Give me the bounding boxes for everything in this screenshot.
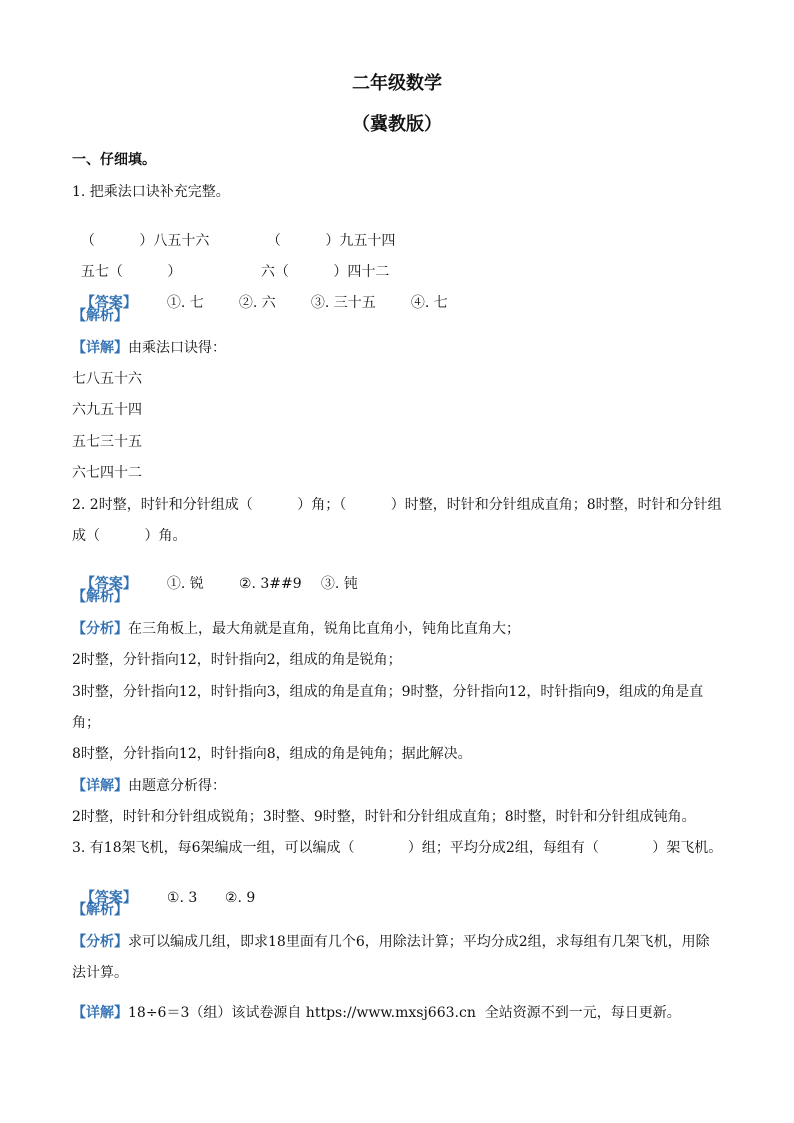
blank-item: 六（ ）四十二: [260, 264, 390, 280]
multiplication-line: 七八五十六: [72, 371, 142, 387]
detail-line: 2时整，时针和分针组成锐角；3时整、9时整，时针和分针组成直角；8时整，时针和分针组成钝角。: [72, 809, 696, 825]
analysis-tag: 【解析】: [72, 308, 128, 324]
answer-item: ②. 3##9: [238, 576, 302, 592]
analysis-tag: 【解析】: [72, 589, 128, 605]
answer-tag: 【答案】: [80, 295, 137, 311]
answer-item: ①. 3: [166, 890, 198, 906]
detail-row: [72, 339, 226, 357]
blank-item: 五七（ ）: [80, 264, 182, 280]
multiplication-line: 六九五十四: [72, 402, 142, 418]
detail-row: [72, 777, 226, 795]
question-2-stem-line-1: 2. 2时整，时针和分针组成（ ）角；（ ）时整，时针和分针组成直角；8时整，时针和分针组: [72, 497, 722, 513]
detail-row: [72, 1004, 681, 1022]
analysis-line: 3时整，分针指向12，时针指向3，组成的角是直角；9时整，分针指向12，时针指向9，组成的角是直: [72, 684, 704, 700]
analysis-row: [72, 933, 710, 951]
section-heading: 一、仔细填。: [72, 152, 156, 168]
fenxi-tag: 【分析】: [72, 934, 128, 950]
answer-item: ③. 钝: [320, 576, 358, 592]
analysis-line: 8时整，分针指向12，时针指向8，组成的角是钝角；据此解决。: [72, 746, 472, 762]
detail-tag: 【详解】: [72, 778, 128, 794]
answer-item: ④. 七: [410, 295, 448, 311]
page-title: 二年级数学: [352, 73, 442, 94]
answer-row: [72, 276, 448, 312]
fenxi-text: 求可以编成几组，即求18里面有几个6，用除法计算；平均分成2组，求每组有几架飞机，用除: [128, 934, 710, 950]
analysis-tag: 【解析】: [72, 902, 128, 918]
analysis-line: 2时整，分针指向12，时针指向2，组成的角是锐角；: [72, 652, 402, 668]
fenxi-text: 在三角板上，最大角就是直角，锐角比直角小，钝角比直角大；: [128, 621, 520, 637]
question-2-stem-line-2: 成（ ）角。: [72, 528, 187, 544]
blank-item: （ ）九五十四: [266, 233, 396, 249]
answer-tag: 【答案】: [80, 890, 137, 906]
multiplication-line: 六七四十二: [72, 465, 142, 481]
answer-item: ①. 锐: [166, 576, 204, 592]
answer-item: ①. 七: [166, 295, 204, 311]
detail-text: 18÷6＝3（组）该试卷源自 https://www.mxsj663.cn 全站资源不到一元，每日更新。: [128, 1005, 681, 1021]
answer-item: ②. 六: [238, 295, 276, 311]
detail-tag: 【详解】: [72, 340, 128, 356]
detail-text: 由题意分析得：: [128, 778, 226, 794]
multiplication-line: 五七三十五: [72, 434, 142, 450]
detail-text: 由乘法口诀得：: [128, 340, 226, 356]
analysis-line: 角；: [72, 715, 100, 731]
analysis-row: [72, 620, 520, 638]
analysis-line: 法计算。: [72, 965, 128, 981]
page-subtitle: （冀教版）: [352, 114, 442, 135]
answer-item: ②. 9: [224, 890, 256, 906]
answer-tag: 【答案】: [80, 576, 137, 592]
detail-tag: 【详解】: [72, 1005, 128, 1021]
answer-item: ③. 三十五: [310, 295, 376, 311]
question-1-stem: 1. 把乘法口诀补充完整。: [72, 184, 230, 200]
question-3-stem: 3. 有18架飞机，每6架编成一组，可以编成（ ）组；平均分成2组，每组有（ ）架飞机。: [72, 840, 723, 856]
fenxi-tag: 【分析】: [72, 621, 128, 637]
blank-item: （ ）八五十六: [80, 233, 210, 249]
